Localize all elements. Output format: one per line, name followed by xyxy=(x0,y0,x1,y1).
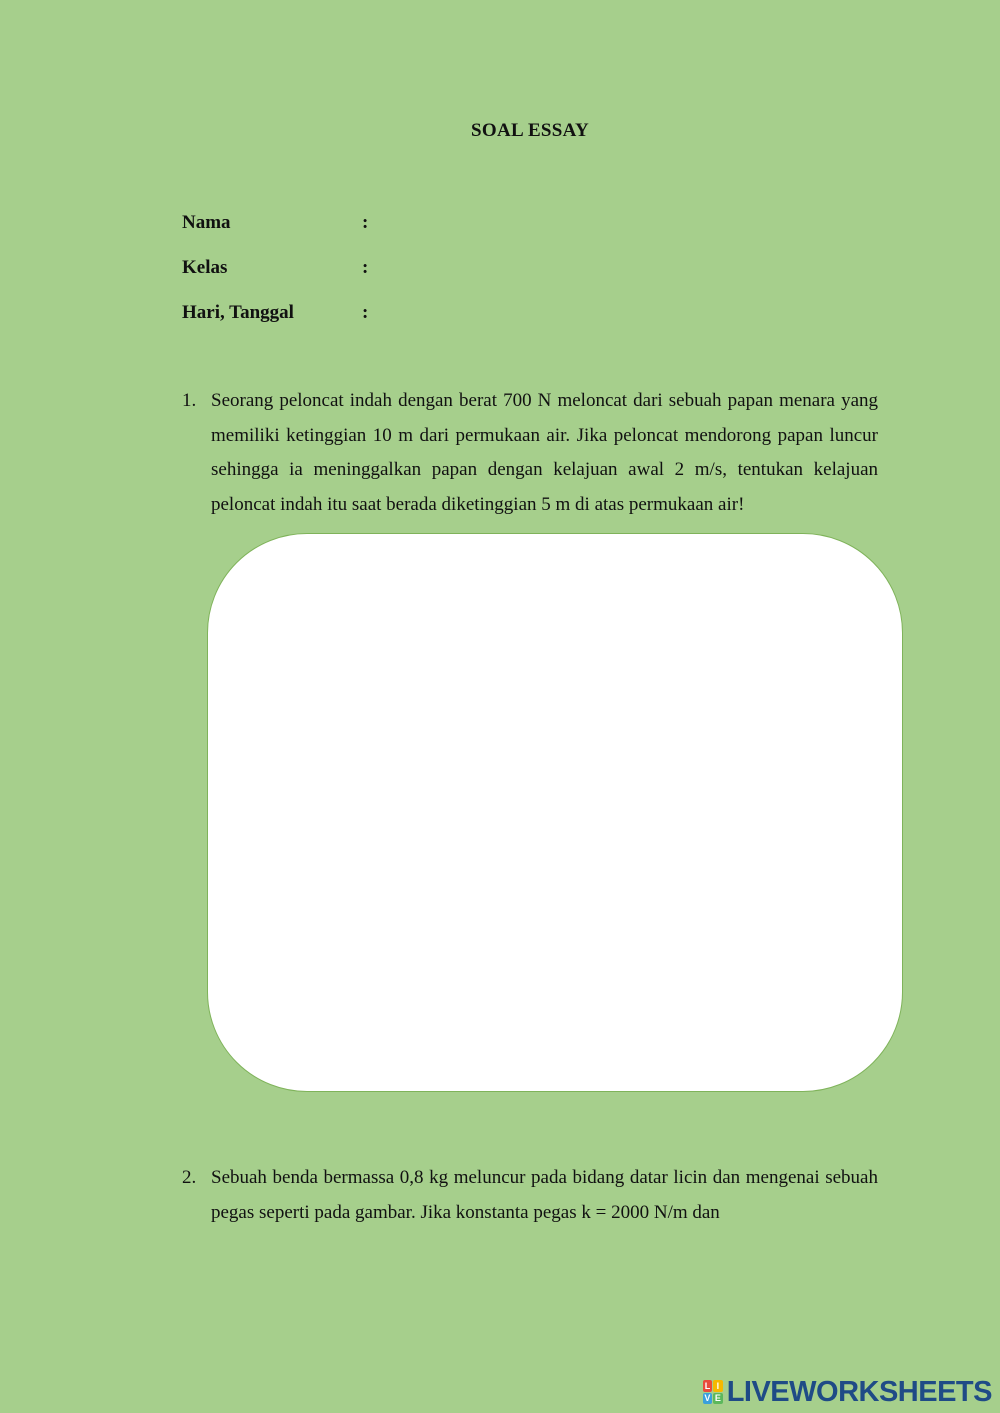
field-colon: : xyxy=(362,212,369,233)
page-title: SOAL ESSAY xyxy=(471,120,589,141)
question-text: Sebuah benda bermassa 0,8 kg meluncur pada bidang datar licin dan mengenai sebuah pegas seperti pada gambar. Jika konstanta pegas k = 2000 N/m dan xyxy=(211,1167,878,1223)
question-2 xyxy=(182,1161,878,1230)
logo-letter: E xyxy=(714,1393,721,1404)
logo-text: LIVEWORKSHEETS xyxy=(726,1375,992,1408)
field-nama xyxy=(182,212,368,234)
logo-letter: L xyxy=(704,1380,711,1391)
field-colon: : xyxy=(362,257,369,278)
question-1 xyxy=(182,384,878,522)
field-kelas xyxy=(182,257,368,279)
field-colon: : xyxy=(362,302,369,323)
logo-mark-icon xyxy=(703,1380,723,1404)
field-label: Hari, Tanggal xyxy=(182,302,294,323)
question-text: Seorang peloncat indah dengan berat 700 N meloncat dari sebuah papan menara yang memiliki ketinggian 10 m dari permukaan air. Jika peloncat mendorong papan luncur sehingga ia meninggalkan papan dengan kelajuan awal 2 m/s, tentukan kelajuan peloncat indah itu saat berada diketinggian 5 m di atas permukaan air! xyxy=(211,390,878,515)
field-label: Kelas xyxy=(182,257,228,278)
logo-letter: V xyxy=(704,1393,711,1404)
field-hari-tanggal xyxy=(182,302,368,324)
question-number: 2. xyxy=(182,1167,197,1188)
question-number: 1. xyxy=(182,390,197,411)
field-label: Nama xyxy=(182,212,231,233)
liveworksheets-logo xyxy=(703,1377,992,1407)
answer-box-1[interactable] xyxy=(207,533,903,1092)
logo-letter: I xyxy=(713,1380,723,1392)
